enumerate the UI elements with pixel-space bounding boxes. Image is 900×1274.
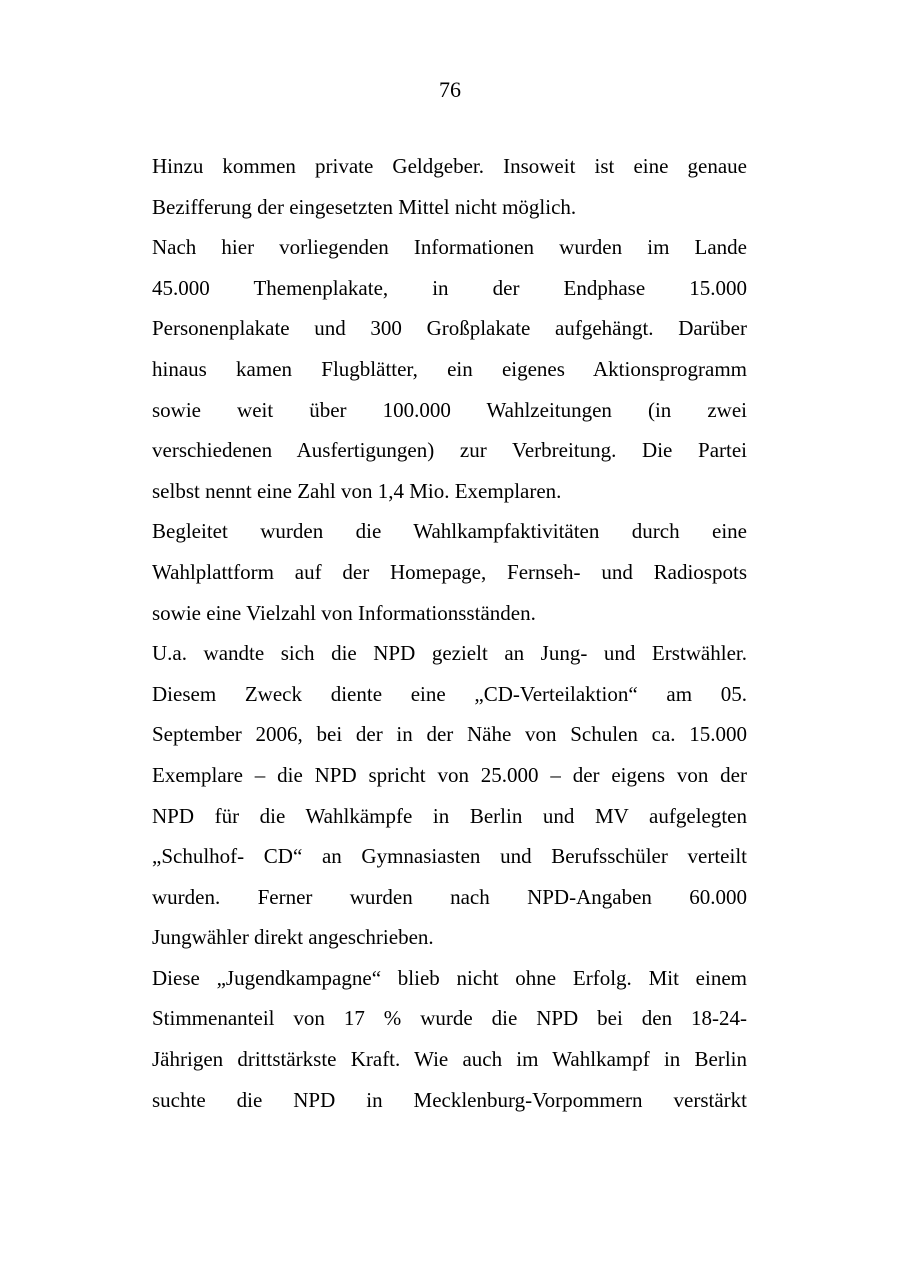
text-line: Personenplakate und 300 Großplakate aufgehängt. Darüber — [152, 316, 747, 341]
text-line: Stimmenanteil von 17 % wurde die NPD bei den 18-24- — [152, 1006, 747, 1031]
text-line: Begleitet wurden die Wahlkampfaktivitäten durch eine — [152, 519, 747, 544]
text-line: verschiedenen Ausfertigungen) zur Verbreitung. Die Partei — [152, 438, 747, 463]
text-line: Bezifferung der eingesetzten Mittel nicht möglich. — [152, 194, 577, 219]
text-line: Hinzu kommen private Geldgeber. Insoweit ist eine genaue — [152, 154, 747, 178]
text-line: 45.000 Themenplakate, in der Endphase 15.000 — [152, 275, 747, 300]
body-text — [152, 146, 747, 1120]
page-number: 76 — [439, 77, 461, 102]
text-line: Jungwähler direkt angeschrieben. — [152, 925, 434, 950]
text-line: sowie weit über 100.000 Wahlzeitungen (in zwei — [152, 397, 747, 422]
text-line: suchte die NPD in Mecklenburg-Vorpommern verstärkt — [152, 1087, 747, 1112]
text-line: U.a. wandte sich die NPD gezielt an Jung- und Erstwähler. — [152, 641, 747, 666]
text-line: „Schulhof- CD“ an Gymnasiasten und Berufsschüler verteilt — [152, 844, 747, 869]
text-line: sowie eine Vielzahl von Informationsständen. — [152, 600, 536, 625]
text-line: Diesem Zweck diente eine „CD-Verteilaktion“ am 05. — [152, 681, 747, 706]
text-line: hinaus kamen Flugblätter, ein eigenes Aktionsprogramm — [152, 356, 747, 381]
text-line: September 2006, bei der in der Nähe von Schulen ca. 15.000 — [152, 722, 747, 747]
text-line: Nach hier vorliegenden Informationen wurden im Lande — [152, 235, 747, 260]
text-line: Wahlplattform auf der Homepage, Fernseh- und Radiospots — [152, 559, 747, 584]
text-line: selbst nennt eine Zahl von 1,4 Mio. Exemplaren. — [152, 478, 562, 503]
text-line: Jährigen drittstärkste Kraft. Wie auch im Wahlkampf in Berlin — [152, 1047, 747, 1072]
text-line: Exemplare – die NPD spricht von 25.000 – der eigens von der — [152, 762, 747, 787]
text-line: wurden. Ferner wurden nach NPD-Angaben 60.000 — [152, 884, 747, 909]
text-line: NPD für die Wahlkämpfe in Berlin und MV aufgelegten — [152, 803, 747, 828]
text-line: Diese „Jugendkampagne“ blieb nicht ohne Erfolg. Mit einem — [152, 965, 747, 990]
